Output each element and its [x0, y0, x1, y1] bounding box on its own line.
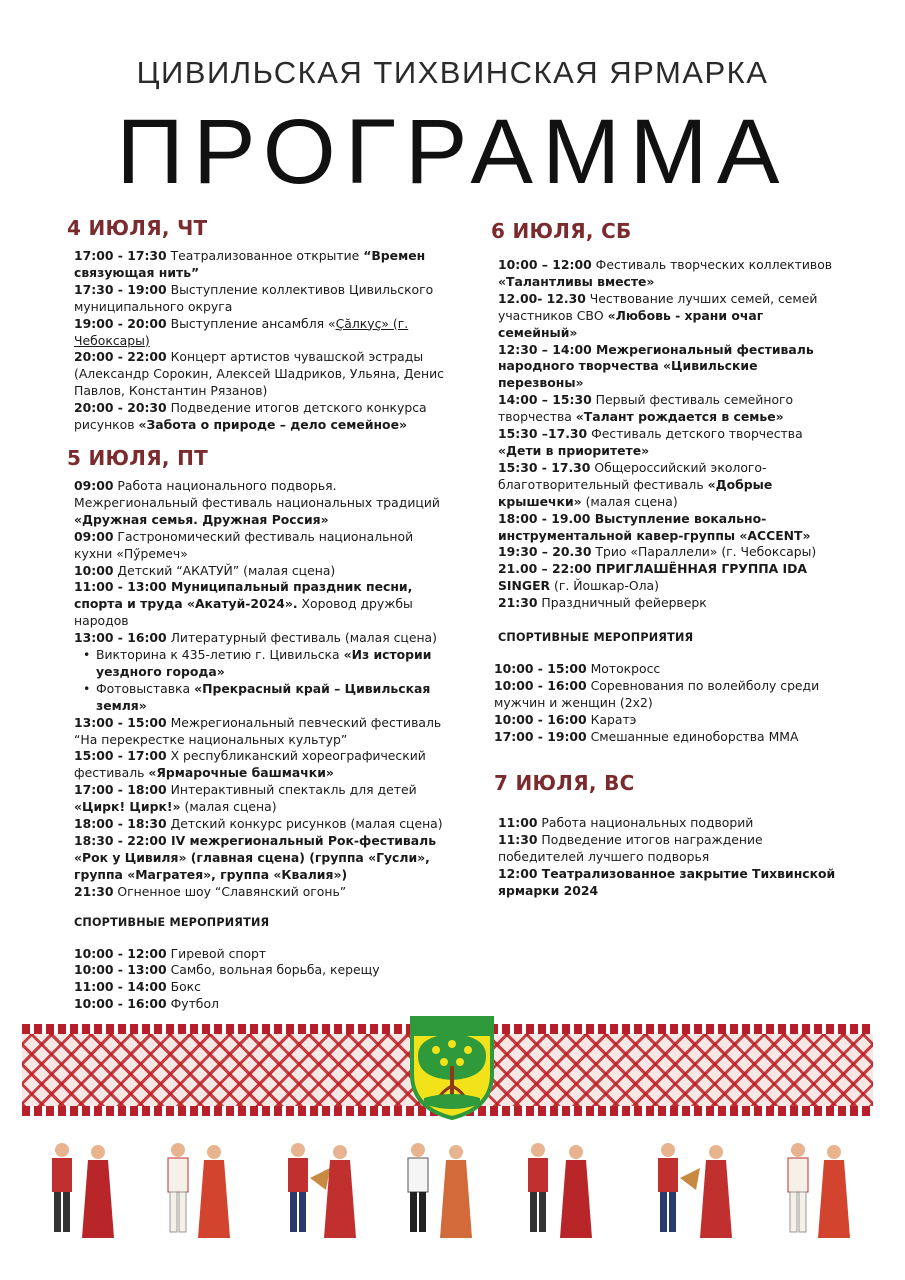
event-item: 15:00 - 17:00 X республиканский хореографический фестиваль «Ярмарочные башмачки» — [74, 748, 426, 781]
left-column — [67, 216, 446, 1013]
sport-item: 10:00 - 16:00 Футбол — [74, 996, 219, 1012]
day-heading-4: 4 ИЮЛЯ, ЧТ — [67, 216, 208, 240]
couple-figure-5 — [528, 1143, 592, 1238]
sport-item: 17:00 - 19:00 Смешанные единоборства ММА — [494, 728, 799, 744]
event-item: 18:00 - 19.00 Выступление вокально-инструментальной кавер-группы «ACCENT» — [498, 510, 811, 543]
event-item: 20:00 - 22:00 Концерт артистов чувашской эстрады (Александр Сорокин, Алексей Шадриков, Ульяна, Денис Павлов, Константин Рязанов) — [74, 349, 444, 399]
couple-figure-2 — [168, 1143, 230, 1238]
event-item: 15:30 - 17.30 Общероссийский эколого-благотворительный фестиваль «Добрые крышечки» (малая сцена) — [498, 459, 773, 509]
sport-item: 10:00 - 13:00 Самбо, вольная борьба, керещу — [74, 962, 380, 978]
event-item: 21:30 Огненное шоу “Славянский огонь” — [74, 883, 347, 899]
event-item: 19:00 - 20:00 Выступление ансамбля «Çăлкуç» (г. Чебоксары) — [74, 315, 409, 348]
event-item: 14:00 – 15:30 Первый фестиваль семейного творчества «Талант рождается в семье» — [498, 392, 794, 425]
event-item: 17:00 - 18:00 Интерактивный спектакль для детей «Цирк! Цирк!» (малая сцена) — [74, 782, 417, 815]
event-item: 17:30 - 19:00 Выступление коллективов Цивильского муниципального округа — [74, 281, 434, 314]
couple-figure-3 — [288, 1143, 356, 1238]
event-item: 20:00 - 20:30 Подведение итогов детского конкурса рисунков «Забота о природе – дело семейное» — [74, 400, 427, 433]
sport-heading: СПОРТИВНЫЕ МЕРОПРИЯТИЯ — [498, 631, 694, 645]
sport-item: 10:00 - 16:00 Каратэ — [494, 711, 637, 727]
event-item: 13:00 - 16:00 Литературный фестиваль (малая сцена) — [74, 630, 437, 646]
event-item: 11:00 - 13:00 Муниципальный праздник песни, спорта и труда «Акатуй-2024». Хоровод дружбы народов — [74, 579, 413, 629]
folk-costume-figures — [0, 1138, 905, 1248]
event-item: 21.00 – 22:00 ПРИГЛАШЁННАЯ ГРУППА IDA SINGER (г. Йошкар-Ола) — [498, 561, 807, 594]
event-item: 11:00 Работа национальных подворий — [498, 815, 754, 831]
coat-of-arms-icon — [410, 1016, 494, 1120]
right-column — [491, 219, 843, 900]
event-item: 18:30 - 22:00 IV межрегиональный Рок-фестиваль «Рок у Цивиля» (главная сцена) (группа «Гусли», группа «Магратея», группа «Квалия») — [74, 833, 437, 882]
event-item: 12.00- 12.30 Чествование лучших семей, семей участников СВО «Любовь - храни очаг семейный» — [498, 290, 818, 340]
couple-figure-4 — [408, 1143, 472, 1238]
event-item: 09:00 Гастрономический фестиваль национальной кухни «Пӳремеч» — [74, 528, 414, 561]
event-item: 12:30 – 14:00 Межрегиональный фестиваль народного творчества «Цивильские перезвоны» — [498, 341, 814, 391]
event-item: 15:30 –17.30 Фестиваль детского творчества «Дети в приоритете» — [498, 426, 803, 458]
page-title: ПРОГРАММА — [116, 101, 789, 203]
sport-item: 10:00 - 12:00 Гиревой спорт — [74, 945, 267, 961]
event-item: 10:00 – 12:00 Фестиваль творческих коллективов «Талантливы вместе» — [498, 257, 833, 289]
sport-item: 10:00 - 16:00 Соревнования по волейболу среди мужчин и женщин (2x2) — [494, 677, 820, 710]
day-heading-5: 5 ИЮЛЯ, ПТ — [67, 445, 209, 470]
couple-figure-6 — [658, 1143, 732, 1238]
day-heading-7: 7 ИЮЛЯ, ВС — [494, 771, 635, 796]
event-item: 12:00 Театрализованное закрытие Тихвинской ярмарки 2024 — [498, 866, 836, 899]
bullet-item: • Фотовыставка «Прекрасный край – Цивильская земля» — [74, 681, 446, 715]
day-heading-6: 6 ИЮЛЯ, СБ — [491, 219, 632, 243]
event-item: 11:30 Подведение итогов награждение победителей лучшего подворья — [498, 832, 763, 865]
couple-figure-1 — [52, 1143, 114, 1238]
sport-heading: СПОРТИВНЫЕ МЕРОПРИЯТИЯ — [74, 915, 270, 929]
sport-item: 11:00 - 14:00 Бокс — [74, 979, 201, 995]
event-item: 19:30 – 20.30 Трио «Параллели» (г. Чебоксары) — [498, 544, 817, 560]
event-item: 10:00 Детский “АКАТУЙ” (малая сцена) — [74, 562, 336, 578]
event-item: 18:00 - 18:30 Детский конкурс рисунков (малая сцена) — [74, 816, 443, 832]
bullet-item: • Викторина к 435-летию г. Цивильска «Из истории уездного города» — [74, 647, 446, 681]
fair-subtitle: ЦИВИЛЬСКАЯ ТИХВИНСКАЯ ЯРМАРКА — [136, 55, 769, 90]
sport-item: 10:00 - 15:00 Мотокросс — [494, 660, 661, 676]
event-item: 13:00 - 15:00 Межрегиональный певческий фестиваль “На перекрестке национальных культур” — [74, 714, 442, 747]
event-item: 09:00 Работа национального подворья. Межрегиональный фестиваль национальных традиций «Дружная семья. Дружная Россия» — [74, 477, 440, 527]
event-item: 21:30 Праздничный фейерверк — [498, 595, 707, 611]
couple-figure-7 — [788, 1143, 850, 1238]
event-item: 17:00 - 17:30 Театрализованное открытие “Времен связующая нить” — [74, 248, 426, 280]
